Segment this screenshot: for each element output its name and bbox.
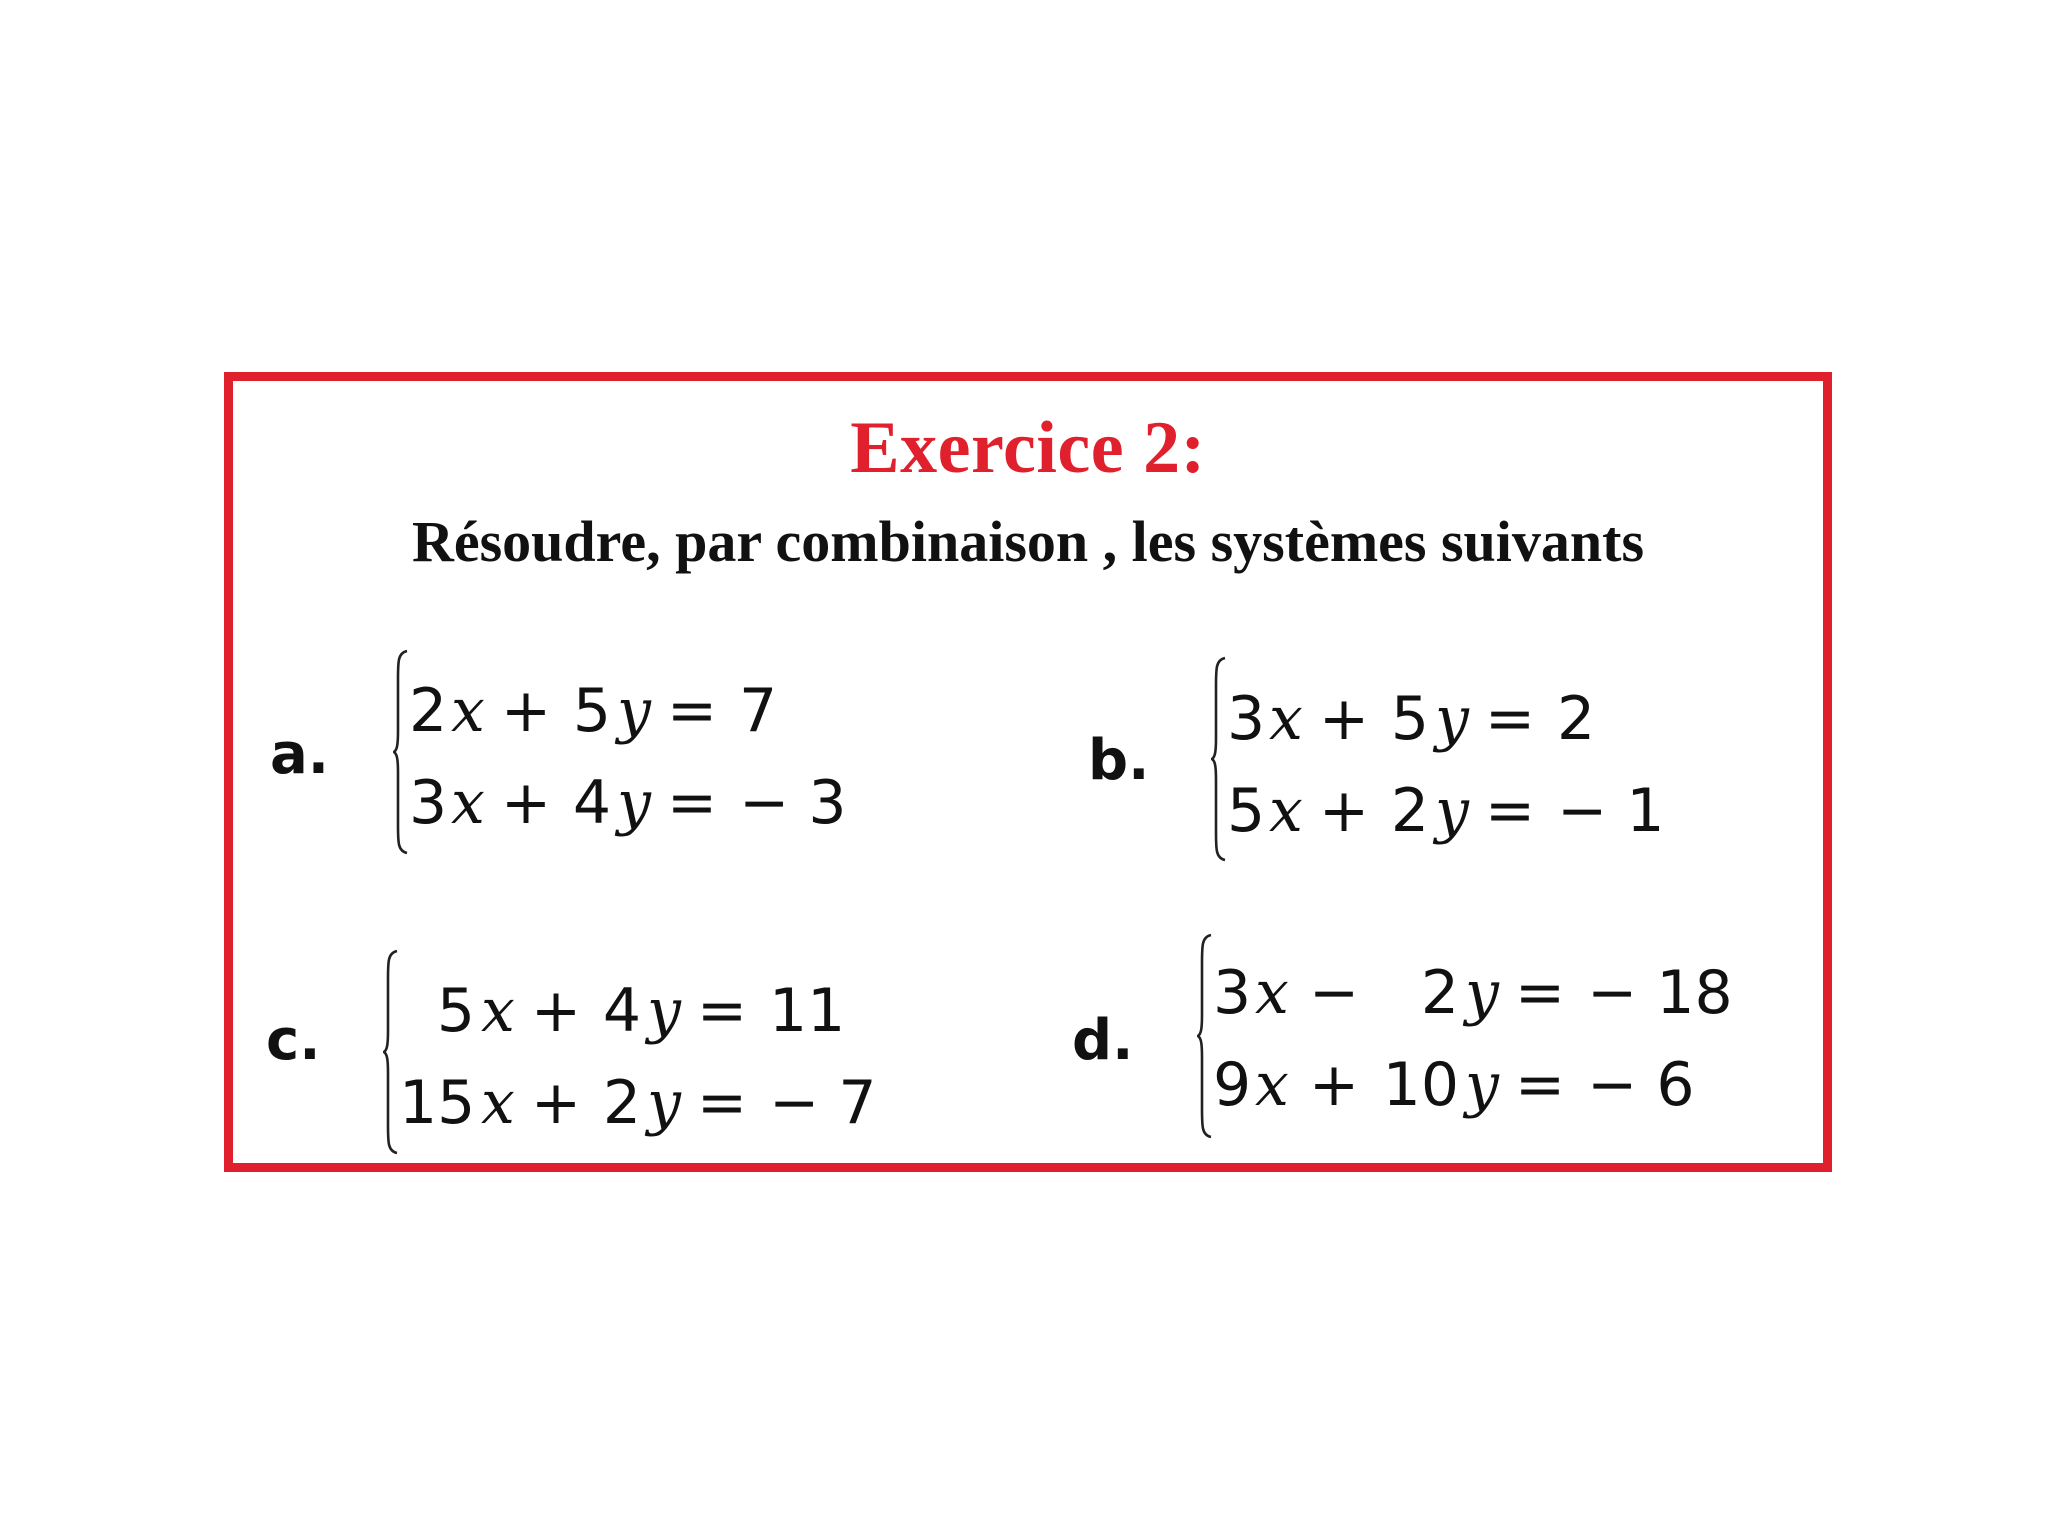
system-d-equation-2 [1213, 1050, 1695, 1120]
variable: x [1269, 776, 1303, 846]
variable: x [451, 676, 485, 746]
exercise-frame [224, 372, 1832, 1172]
system-b-equation-2 [1227, 776, 1665, 846]
equals-sign: = [696, 1068, 748, 1138]
system-c-equation-2 [399, 1068, 877, 1138]
coefficient: 4 [572, 768, 611, 838]
brace-icon [383, 949, 399, 1155]
right-hand-side: 11 [769, 976, 846, 1046]
system-b-label: b. [1088, 728, 1150, 793]
right-hand-side: 2 [1557, 684, 1596, 754]
system-c-equation-1 [399, 976, 846, 1046]
variable: y [647, 1068, 681, 1138]
system-d-label: d. [1072, 1008, 1134, 1073]
coefficient: 10 [1382, 1050, 1459, 1120]
variable: x [481, 976, 515, 1046]
system-a-equation-1 [409, 676, 778, 746]
system-b-equation-1 [1227, 684, 1596, 754]
coefficient: 2 [409, 676, 448, 746]
coefficient: 2 [1390, 776, 1429, 846]
variable: x [451, 768, 485, 838]
equals-sign: = [1484, 776, 1536, 846]
system-a-label: a. [270, 722, 330, 787]
operator: + [1318, 684, 1370, 754]
variable: y [1465, 958, 1499, 1028]
equals-sign: = [1514, 1050, 1566, 1120]
coefficient: 5 [1227, 776, 1266, 846]
variable: y [617, 676, 651, 746]
coefficient: 5 [572, 676, 611, 746]
operator: + [500, 676, 552, 746]
equals-sign: = [666, 768, 718, 838]
coefficient: 15 [399, 1068, 476, 1138]
system-d-equation-1 [1213, 958, 1733, 1028]
system-a-equation-2 [409, 768, 847, 838]
variable: y [617, 768, 651, 838]
equals-sign: = [1514, 958, 1566, 1028]
coefficient: 4 [602, 976, 641, 1046]
brace-icon [1197, 933, 1213, 1139]
right-hand-side: − 1 [1557, 776, 1665, 846]
right-hand-side: − 7 [769, 1068, 877, 1138]
coefficient: 3 [1227, 684, 1266, 754]
variable: x [1269, 684, 1303, 754]
right-hand-side: 7 [739, 676, 778, 746]
right-hand-side: − 3 [739, 768, 847, 838]
variable: x [1255, 1050, 1289, 1120]
operator: + [530, 1068, 582, 1138]
coefficient: 3 [409, 768, 448, 838]
right-hand-side: − 18 [1587, 958, 1733, 1028]
right-hand-side: − 6 [1587, 1050, 1695, 1120]
exercise-instruction: Résoudre, par combinaison , les systèmes suivants [411, 509, 1645, 574]
system-c-label: c. [266, 1008, 321, 1073]
coefficient: 3 [1213, 958, 1252, 1028]
operator: + [1308, 1050, 1360, 1120]
variable: x [481, 1068, 515, 1138]
coefficient: 9 [1213, 1050, 1252, 1120]
coefficient: 2 [602, 1068, 641, 1138]
variable: y [1435, 776, 1469, 846]
variable: y [1435, 684, 1469, 754]
exercise-title: Exercice 2: [850, 407, 1206, 489]
operator: + [1318, 776, 1370, 846]
coefficient: 5 [1390, 684, 1429, 754]
brace-icon [393, 649, 409, 855]
variable: y [1465, 1050, 1499, 1120]
operator: + [500, 768, 552, 838]
brace-icon [1211, 656, 1227, 862]
operator: − [1308, 958, 1360, 1028]
variable: x [1255, 958, 1289, 1028]
operator: + [530, 976, 582, 1046]
equals-sign: = [666, 676, 718, 746]
coefficient: 5 [436, 976, 475, 1046]
coefficient: 2 [1420, 958, 1459, 1028]
equals-sign: = [696, 976, 748, 1046]
variable: y [647, 976, 681, 1046]
equals-sign: = [1484, 684, 1536, 754]
